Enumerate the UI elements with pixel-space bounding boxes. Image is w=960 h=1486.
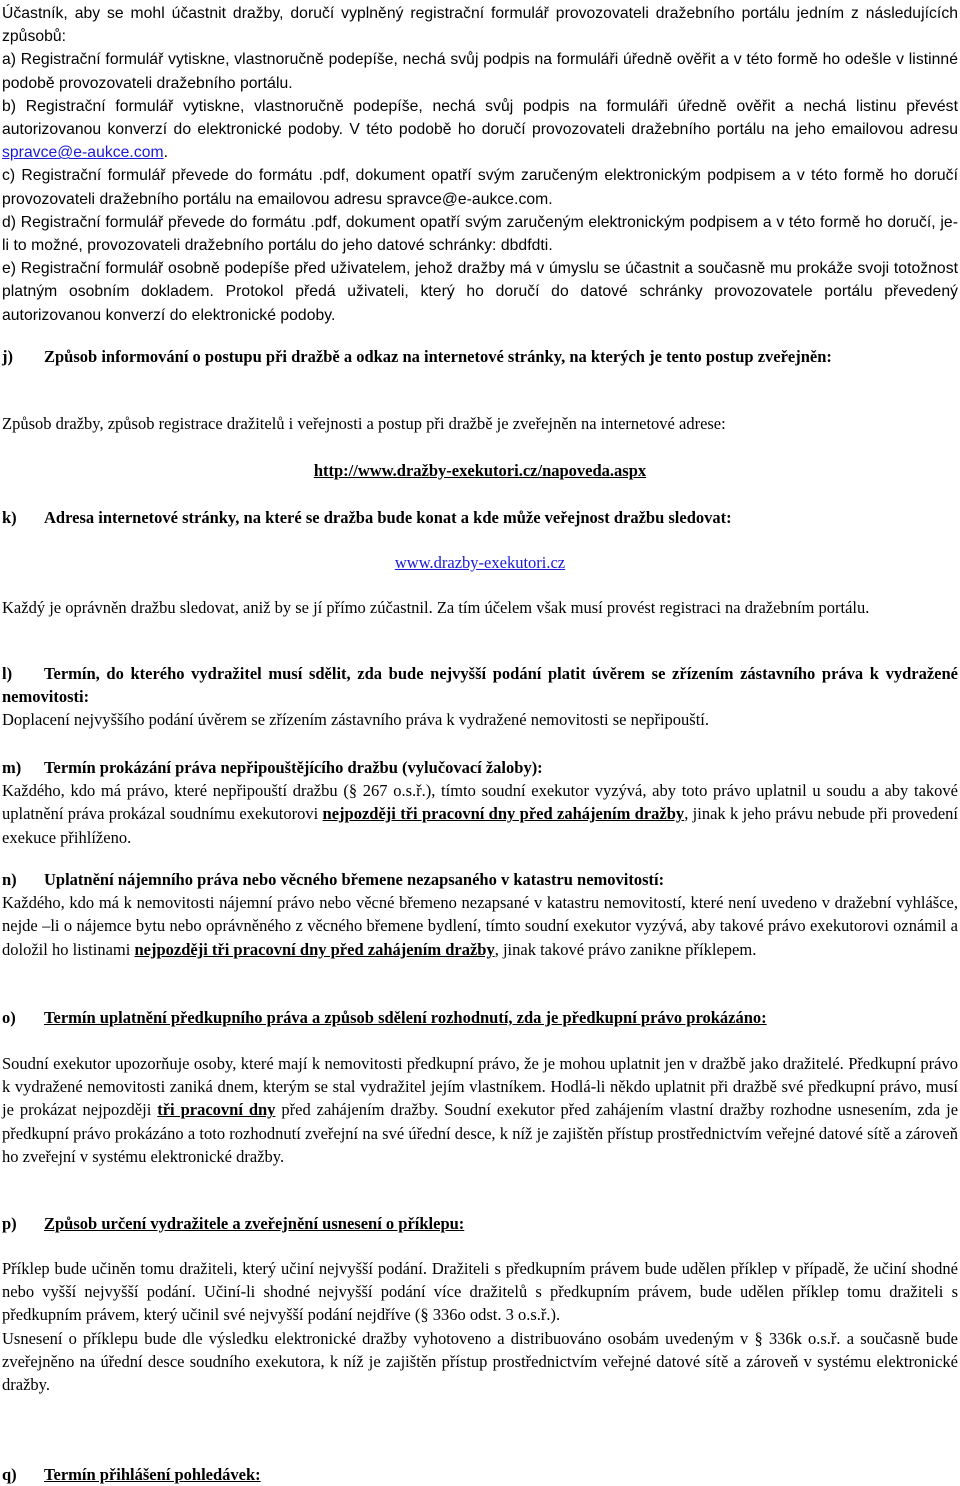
section-p-heading-text: Způsob určení vydražitele a zveřejnění usnesení o příklepu: bbox=[44, 1214, 465, 1233]
section-o-label: o) bbox=[2, 1008, 16, 1027]
registration-option-c: c) Registrační formulář převede do formátu .pdf, dokument opatří svým zaručeným elektronickým podpisem a v této formě ho doručí provozovateli dražebního portálu na emailovou adresu spravce@e-aukce.com. bbox=[2, 167, 958, 208]
section-k-link-row bbox=[2, 551, 958, 574]
section-j-body bbox=[2, 412, 958, 435]
section-m bbox=[2, 756, 958, 849]
section-n-heading bbox=[2, 868, 958, 891]
section-l-text: Doplacení nejvyššího podání úvěrem se zřízením zástavního práva k vydražené nemovitosti se nepřipouští. bbox=[2, 710, 710, 730]
section-j-heading-text: Způsob informování o postupu při dražbě a odkaz na internetové stránky, na kterých je tento postup zveřejněn: bbox=[44, 347, 832, 366]
section-p-body bbox=[2, 1257, 958, 1396]
section-j-label: j) bbox=[2, 347, 13, 366]
section-p-heading bbox=[2, 1212, 958, 1235]
section-m-text-before: Každého, kdo má právo, které nepřipouští dražbu (§ 267 o.s.ř.), tímto soudní exekutor vyzývá, aby toto právo uplatnil u soudu a aby takové uplatnění práva prokázal soudnímu exekutorovi bbox=[2, 781, 958, 824]
section-j bbox=[2, 345, 958, 368]
registration-option-e: e) Registrační formulář osobně podepíše před uživatelem, jehož dražby má v úmyslu se účastnit a současně mu prokáže svoji totožnost platným osobním dokladem. Protokol předá uživateli, který ho doručí do datové schránky provozovatele portálu převedený autorizovanou konverzí do elektronické podoby. bbox=[2, 260, 958, 324]
section-p-label: p) bbox=[2, 1214, 17, 1233]
section-k-heading-text: Adresa internetové stránky, na které se dražba bude konat a kde může veřejnost dražbu sledovat: bbox=[44, 508, 732, 527]
section-q bbox=[2, 1463, 958, 1486]
section-n-text-after: , jinak takové právo zanikne příklepem. bbox=[494, 939, 757, 959]
email-link[interactable]: spravce@e-aukce.com bbox=[2, 144, 164, 162]
registration-option-b: b) Registrační formulář vytiskne, vlastnoručně podepíše, nechá svůj podpis na formuláři úředně ověřit a nechá listinu převést autorizovanou konverzí do elektronické podoby. V této podobě ho doručí provozovateli dražebního portálu na jeho emailovou adresu spravce@e-aukce.com. bbox=[2, 97, 958, 162]
section-n-label: n) bbox=[2, 870, 17, 889]
section-o-heading bbox=[2, 1006, 958, 1029]
section-l-heading-text: Termín, do kterého vydražitel musí sdělit, zda bude nejvyšší podání platit úvěrem se zřízením zástavního práva k vydražené nemovitosti: bbox=[2, 664, 958, 707]
section-m-label: m) bbox=[2, 758, 22, 777]
section-k-heading bbox=[2, 506, 958, 529]
section-o bbox=[2, 1006, 958, 1029]
section-m-heading-text: Termín prokázání práva nepřipouštějícího dražbu (vylučovací žaloby): bbox=[44, 758, 543, 777]
registration-methods-block bbox=[2, 2, 958, 327]
section-q-heading-text: Termín přihlášení pohledávek: bbox=[44, 1465, 261, 1484]
section-n bbox=[2, 868, 958, 961]
section-m-text-after: , jinak k jeho právu nebude při provedení exekuce přihlíženo. bbox=[2, 804, 958, 847]
option-b-text: b) Registrační formulář vytiskne, vlastnoručně podepíše, nechá svůj podpis na formuláři úředně ověřit a nechá listinu převést autorizovanou konverzí do elektronické podoby. V této podobě ho doručí provozovateli dražebního portálu na jeho emailovou adresu bbox=[2, 97, 958, 139]
registration-intro: Účastník, aby se mohl účastnit dražby, doručí vyplněný registrační formulář provozovateli dražebního portálu jedním z následujících způsobů: bbox=[2, 5, 958, 46]
section-q-label: q) bbox=[2, 1465, 17, 1484]
section-m-text bbox=[2, 779, 958, 849]
section-o-text-after: před zahájením dražby. Soudní exekutor před zahájením vlastní dražby rozhodne usnesením, zda je předkupní právo prokázáno a toto rozhodnutí zveřejní na své úřední desce, k níž je zajištěn přístup prostřednictvím veřejné datové sítě a zároveň ho zveřejní v systému elektronické dražby. bbox=[2, 1100, 959, 1166]
section-k bbox=[2, 506, 958, 529]
section-p bbox=[2, 1212, 958, 1235]
section-o-body bbox=[2, 1052, 958, 1168]
drazby-exekutori-link[interactable]: www.drazby-exekutori.cz bbox=[394, 553, 566, 572]
section-l-label: l) bbox=[2, 664, 13, 683]
section-n-deadline: nejpozději tři pracovní dny před zahájením dražby bbox=[134, 939, 495, 959]
section-n-text-before: Každého, kdo má k nemovitosti nájemní právo nebo věcné břemeno nezapsané v katastru nemovitostí, které není uvedeno v dražební vyhlášce, nejde –li o nájemce bytu nebo oprávněného z věcného břemene bydlení, tímto soudní exekutor vyzývá, aby takové právo exekutorovi oznámil a doložil ho listinami bbox=[2, 893, 958, 959]
section-q-heading bbox=[2, 1463, 958, 1486]
section-l-heading bbox=[2, 662, 958, 708]
section-k-body bbox=[2, 596, 958, 619]
section-j-heading bbox=[2, 345, 958, 368]
registration-option-d: d) Registrační formulář převede do formátu .pdf, dokument opatří svým zaručeným elektronickým podpisem a v této formě ho doručí, je-li to možné, provozovateli dražebního portálu do jeho datové schránky: dbdfdti. bbox=[2, 213, 958, 255]
registration-option-a: a) Registrační formulář vytiskne, vlastnoručně podepíše, nechá svůj podpis na formuláři úředně ověřit a v této formě ho odešle v listinné podobě provozovateli dražebního portálu. bbox=[2, 51, 958, 92]
section-m-deadline: nejpozději tři pracovní dny před zahájením dražby bbox=[322, 804, 685, 824]
section-p-text-2: Usnesení o příklepu bude dle výsledku elektronické dražby vyhotoveno a distribuováno osobám uvedeným v § 336k o.s.ř. a současně bude zveřejněno na úřední desce soudního exekutora, k níž je zajištěn přístup prostřednictvím veřejné datové sítě a zároveň v systému elektronické dražby. bbox=[2, 1328, 958, 1395]
section-o-text-before: Soudní exekutor upozorňuje osoby, které mají k nemovitosti předkupní právo, že je mohou uplatnit jen v dražbě jako dražitelé. Předkupní právo k vydražené nemovitosti zaniká dnem, kterým se stal vydražitel jejím vlastníkem. Hodlá-li někdo uplatnit při dražbě své předkupní právo, musí je prokázat nejpozději bbox=[2, 1054, 958, 1120]
section-l bbox=[2, 662, 958, 732]
section-n-heading-text: Uplatnění nájemního práva nebo věcného břemene nezapsaného v katastru nemovitostí: bbox=[44, 870, 665, 889]
section-m-heading bbox=[2, 756, 958, 779]
section-n-text bbox=[2, 891, 958, 961]
section-j-text: Způsob dražby, způsob registrace dražitelů i veřejnosti a postup při dražbě je zveřejněn na internetové adrese: bbox=[2, 414, 726, 433]
section-k-text: Každý je oprávněn dražbu sledovat, aniž by se jí přímo zúčastnil. Za tím účelem však musí provést registraci na dražebním portálu. bbox=[2, 598, 870, 617]
section-j-link-row bbox=[2, 459, 958, 482]
section-o-emphasis: tři pracovní dny bbox=[157, 1100, 276, 1120]
section-o-heading-text: Termín uplatnění předkupního práva a způsob sdělení rozhodnutí, zda je předkupní právo prokázáno: bbox=[44, 1008, 767, 1027]
section-k-label: k) bbox=[2, 508, 17, 527]
napoveda-link[interactable]: http://www.dražby-exekutori.cz/napoveda.aspx bbox=[313, 461, 647, 480]
section-p-text-1: Příklep bude učiněn tomu dražiteli, který učiní nejvyšší podání. Dražiteli s předkupním právem bude udělen příklep v případě, že učiní shodné nebo vyšší nejvyšší podání. Učiní-li shodné nejvyšší podání více dražitelů s předkupním právem, bude udělen příklep tomu dražiteli s předkupním právem, který učinil své nejvyšší podání nejdříve (§ 336o odst. 3 o.s.ř.). bbox=[2, 1259, 958, 1325]
section-o-text bbox=[2, 1052, 958, 1168]
